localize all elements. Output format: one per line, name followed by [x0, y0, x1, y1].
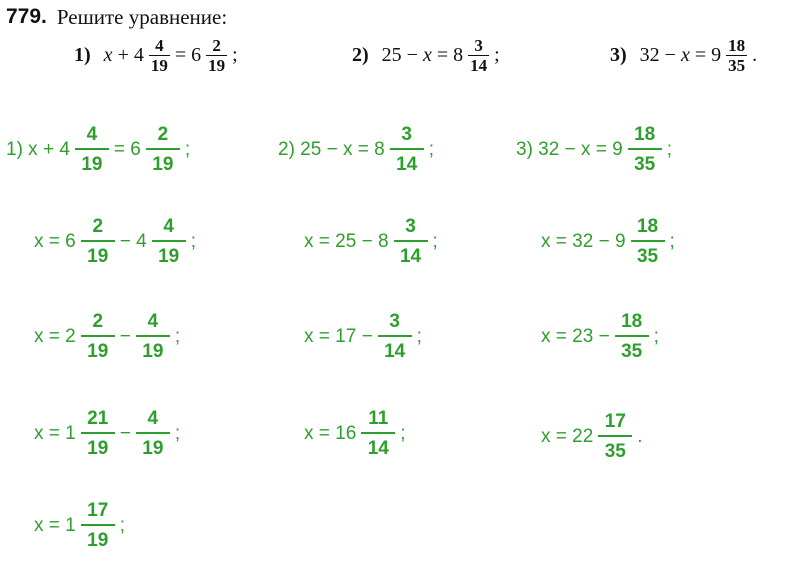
fraction-numerator: 3 — [405, 216, 416, 237]
expr-end: ; — [184, 139, 191, 160]
problem-term: + 4 — [117, 43, 144, 66]
solution-1-line-2 — [34, 210, 196, 274]
expr-lead: 3) 32 − x = 9 — [516, 139, 623, 160]
problem-term: = 9 — [694, 43, 722, 66]
fraction-numerator: 18 — [636, 216, 659, 237]
expr-end: ; — [653, 326, 659, 347]
fraction-numerator: 4 — [163, 216, 174, 237]
fraction-denominator: 35 — [728, 55, 746, 75]
fraction — [136, 406, 170, 462]
expr-lead: x = 1 — [34, 423, 76, 444]
expr-lead: x = 16 — [304, 423, 357, 444]
problem-number: 1) — [74, 43, 91, 66]
solution-3-line-1 — [516, 118, 672, 182]
expr-end: ; — [174, 326, 181, 347]
expr-end: ; — [190, 231, 196, 252]
expr-end: ; — [400, 423, 406, 444]
problem-term: 25 − — [381, 43, 418, 66]
problem-1 — [74, 30, 238, 80]
fraction-denominator: 19 — [146, 148, 180, 178]
fraction — [75, 122, 109, 178]
solution-2-line-4 — [304, 402, 406, 466]
fraction-denominator: 19 — [81, 432, 115, 462]
expr-lead: x = 6 — [34, 231, 76, 252]
fraction-denominator: 35 — [631, 240, 665, 270]
solution-2-line-3 — [304, 305, 422, 369]
expr-lead: x = 22 — [541, 426, 594, 447]
fraction — [631, 214, 665, 270]
fraction — [146, 122, 180, 178]
fraction-denominator: 19 — [81, 335, 115, 365]
fraction-numerator: 4 — [86, 124, 98, 145]
fraction — [81, 309, 115, 365]
fraction-denominator: 19 — [152, 240, 186, 270]
fraction-denominator: 19 — [150, 55, 168, 75]
fraction-denominator: 14 — [394, 240, 428, 270]
expr-end: . — [637, 426, 643, 447]
solution-2-line-2 — [304, 210, 438, 274]
fraction — [81, 406, 115, 462]
fraction-denominator: 19 — [81, 524, 115, 554]
fraction — [615, 309, 649, 365]
fraction-numerator: 2 — [212, 35, 221, 55]
solution-2-line-1 — [278, 118, 434, 182]
problem-fraction — [468, 36, 489, 75]
expr-end: ; — [119, 515, 126, 536]
fraction — [152, 214, 186, 270]
fraction-numerator: 17 — [87, 500, 109, 521]
expr-end: ; — [174, 423, 181, 444]
fraction-numerator: 2 — [92, 311, 104, 332]
solution-1-line-4 — [34, 402, 180, 466]
fraction-numerator: 11 — [368, 408, 389, 429]
fraction-denominator: 19 — [208, 55, 226, 75]
expr-lead: x = 2 — [34, 326, 76, 347]
problem-variable: x — [103, 43, 113, 66]
solution-3-line-3 — [541, 305, 659, 369]
expr-lead: 2) 25 − x = 8 — [278, 139, 385, 160]
problem-end: ; — [232, 43, 238, 66]
problem-end: ; — [494, 43, 500, 66]
problem-term: 32 − — [639, 43, 676, 66]
expr-lead: 1) x + 4 — [6, 139, 70, 160]
solution-1-line-5 — [34, 494, 125, 558]
fraction-numerator: 18 — [621, 311, 643, 332]
task-header — [6, 4, 227, 30]
problem-fraction — [206, 36, 227, 75]
expr-end: ; — [666, 139, 672, 160]
problem-term: = 6 — [174, 43, 202, 66]
problem-fraction — [149, 36, 170, 75]
fraction-numerator: 18 — [728, 35, 746, 55]
expr-mid: − — [119, 423, 131, 444]
task-number: 779. — [6, 5, 47, 28]
fraction-numerator: 3 — [474, 35, 483, 55]
fraction-denominator: 14 — [378, 335, 412, 365]
problem-2 — [352, 30, 500, 80]
expr-mid: − 4 — [119, 231, 147, 252]
fraction — [598, 409, 632, 465]
fraction-denominator: 19 — [81, 240, 115, 270]
fraction-denominator: 19 — [75, 148, 109, 178]
fraction-denominator: 35 — [598, 435, 632, 465]
expr-end: ; — [416, 326, 422, 347]
fraction — [361, 406, 395, 462]
expr-lead: x = 23 − — [541, 326, 610, 347]
fraction — [136, 309, 170, 365]
fraction — [81, 214, 115, 270]
expr-end: ; — [428, 139, 434, 160]
fraction-numerator: 21 — [87, 408, 109, 429]
problem-variable: x — [422, 43, 432, 66]
fraction — [81, 498, 115, 554]
problem-fraction — [726, 36, 747, 75]
expr-lead: x = 25 − 8 — [304, 231, 389, 252]
fraction-numerator: 18 — [634, 124, 656, 145]
fraction-numerator: 3 — [389, 311, 400, 332]
fraction — [628, 122, 662, 178]
expr-end: ; — [432, 231, 438, 252]
expr-lead: x = 32 − 9 — [541, 231, 626, 252]
fraction — [390, 122, 424, 178]
fraction-denominator: 19 — [136, 335, 170, 365]
fraction-numerator: 17 — [604, 411, 626, 432]
fraction-numerator: 4 — [155, 35, 164, 55]
fraction-numerator: 3 — [401, 124, 412, 145]
fraction-denominator: 19 — [136, 432, 170, 462]
fraction-denominator: 14 — [361, 432, 395, 462]
problem-number: 2) — [352, 43, 369, 66]
problem-number: 3) — [610, 43, 627, 66]
fraction-denominator: 14 — [470, 55, 488, 75]
problem-term: = 8 — [436, 43, 464, 66]
fraction-numerator: 4 — [147, 408, 159, 429]
fraction-numerator: 2 — [92, 216, 104, 237]
fraction-denominator: 35 — [615, 335, 649, 365]
fraction-denominator: 14 — [390, 148, 424, 178]
expr-lead: x = 17 − — [304, 326, 373, 347]
problem-variable: x — [680, 43, 690, 66]
fraction — [378, 309, 412, 365]
expr-mid: = 6 — [113, 139, 141, 160]
solution-3-line-4 — [541, 405, 643, 469]
problem-end: . — [752, 43, 758, 66]
expr-lead: x = 1 — [34, 515, 76, 536]
solution-1-line-1 — [6, 118, 190, 182]
fraction — [394, 214, 428, 270]
solution-1-line-3 — [34, 305, 180, 369]
task-instruction: Решите уравнение: — [56, 4, 228, 29]
expr-mid: − — [119, 326, 131, 347]
fraction-numerator: 4 — [147, 311, 159, 332]
fraction-numerator: 2 — [157, 124, 169, 145]
problem-3 — [610, 30, 757, 80]
fraction-denominator: 35 — [628, 148, 662, 178]
solution-3-line-2 — [541, 210, 675, 274]
expr-end: ; — [669, 231, 675, 252]
